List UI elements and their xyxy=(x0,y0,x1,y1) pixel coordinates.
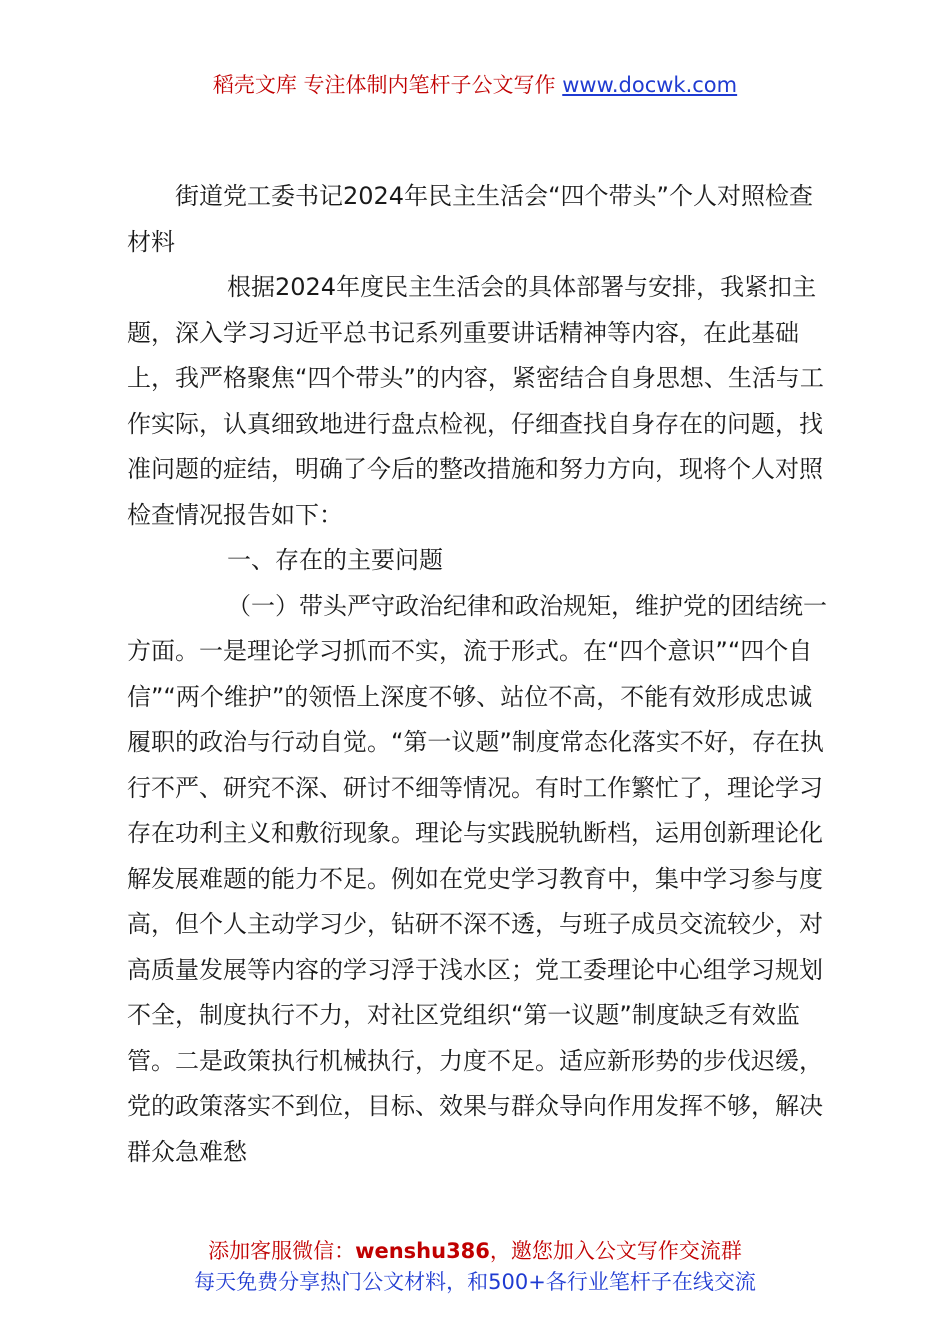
footer-promo-line: 每天免费分享热门公文材料，和500+各行业笔杆子在线交流 xyxy=(194,1270,756,1294)
header-brand: 稻壳文库 专注体制内笔杆子公文写作 xyxy=(212,73,556,97)
document-title: 街道党工委书记2024年民主生活会“四个带头”个人对照检查材料 xyxy=(127,182,813,256)
header-url-link[interactable]: www.docwk.com xyxy=(562,73,738,97)
page-footer xyxy=(0,1236,950,1298)
footer-contact-prefix: 添加客服微信： xyxy=(208,1239,356,1263)
footer-wechat-id: wenshu386 xyxy=(355,1239,490,1263)
page-header xyxy=(0,70,950,100)
document-body xyxy=(127,174,827,1175)
section-paragraph: （一）带头严守政治纪律和政治规矩，维护党的团结统一方面。一是理论学习抓而不实，流于形式。在“四个意识”“四个自信”“两个维护”的领悟上深度不够、站位不高，不能有效形成忠诚履职的政治与行动自觉。“第一议题”制度常态化落实不好，存在执行不严、研究不深、研讨不细等情况。有时工作繁忙了，理论学习存在功利主义和敷衍现象。理论与实践脱轨断档，运用创新理论化解发展难题的能力不足。例如在党史学习教育中，集中学习参与度高，但个人主动学习少，钻研不深不透，与班子成员交流较少，对高质量发展等内容的学习浮于浅水区；党工委理论中心组学习规划不全，制度执行不力，对社区党组织“第一议题”制度缺乏有效监管。二是政策执行机械执行，力度不足。适应新形势的步伐迟缓，党的政策落实不到位，目标、效果与群众导向作用发挥不够，解决群众急难愁 xyxy=(127,591,827,1166)
section-heading: 一、存在的主要问题 xyxy=(227,546,443,574)
footer-contact-line xyxy=(0,1236,950,1267)
footer-contact-suffix: ，邀您加入公文写作交流群 xyxy=(489,1239,742,1263)
intro-paragraph: 根据2024年度民主生活会的具体部署与安排，我紧扣主题，深入学习习近平总书记系列重要讲话精神等内容，在此基础上，我严格聚焦“四个带头”的内容，紧密结合自身思想、生活与工作实际，认真细致地进行盘点检视，仔细查找自身存在的问题，找准问题的症结，明确了今后的整改措施和努力方向，现将个人对照检查情况报告如下： xyxy=(127,273,824,529)
